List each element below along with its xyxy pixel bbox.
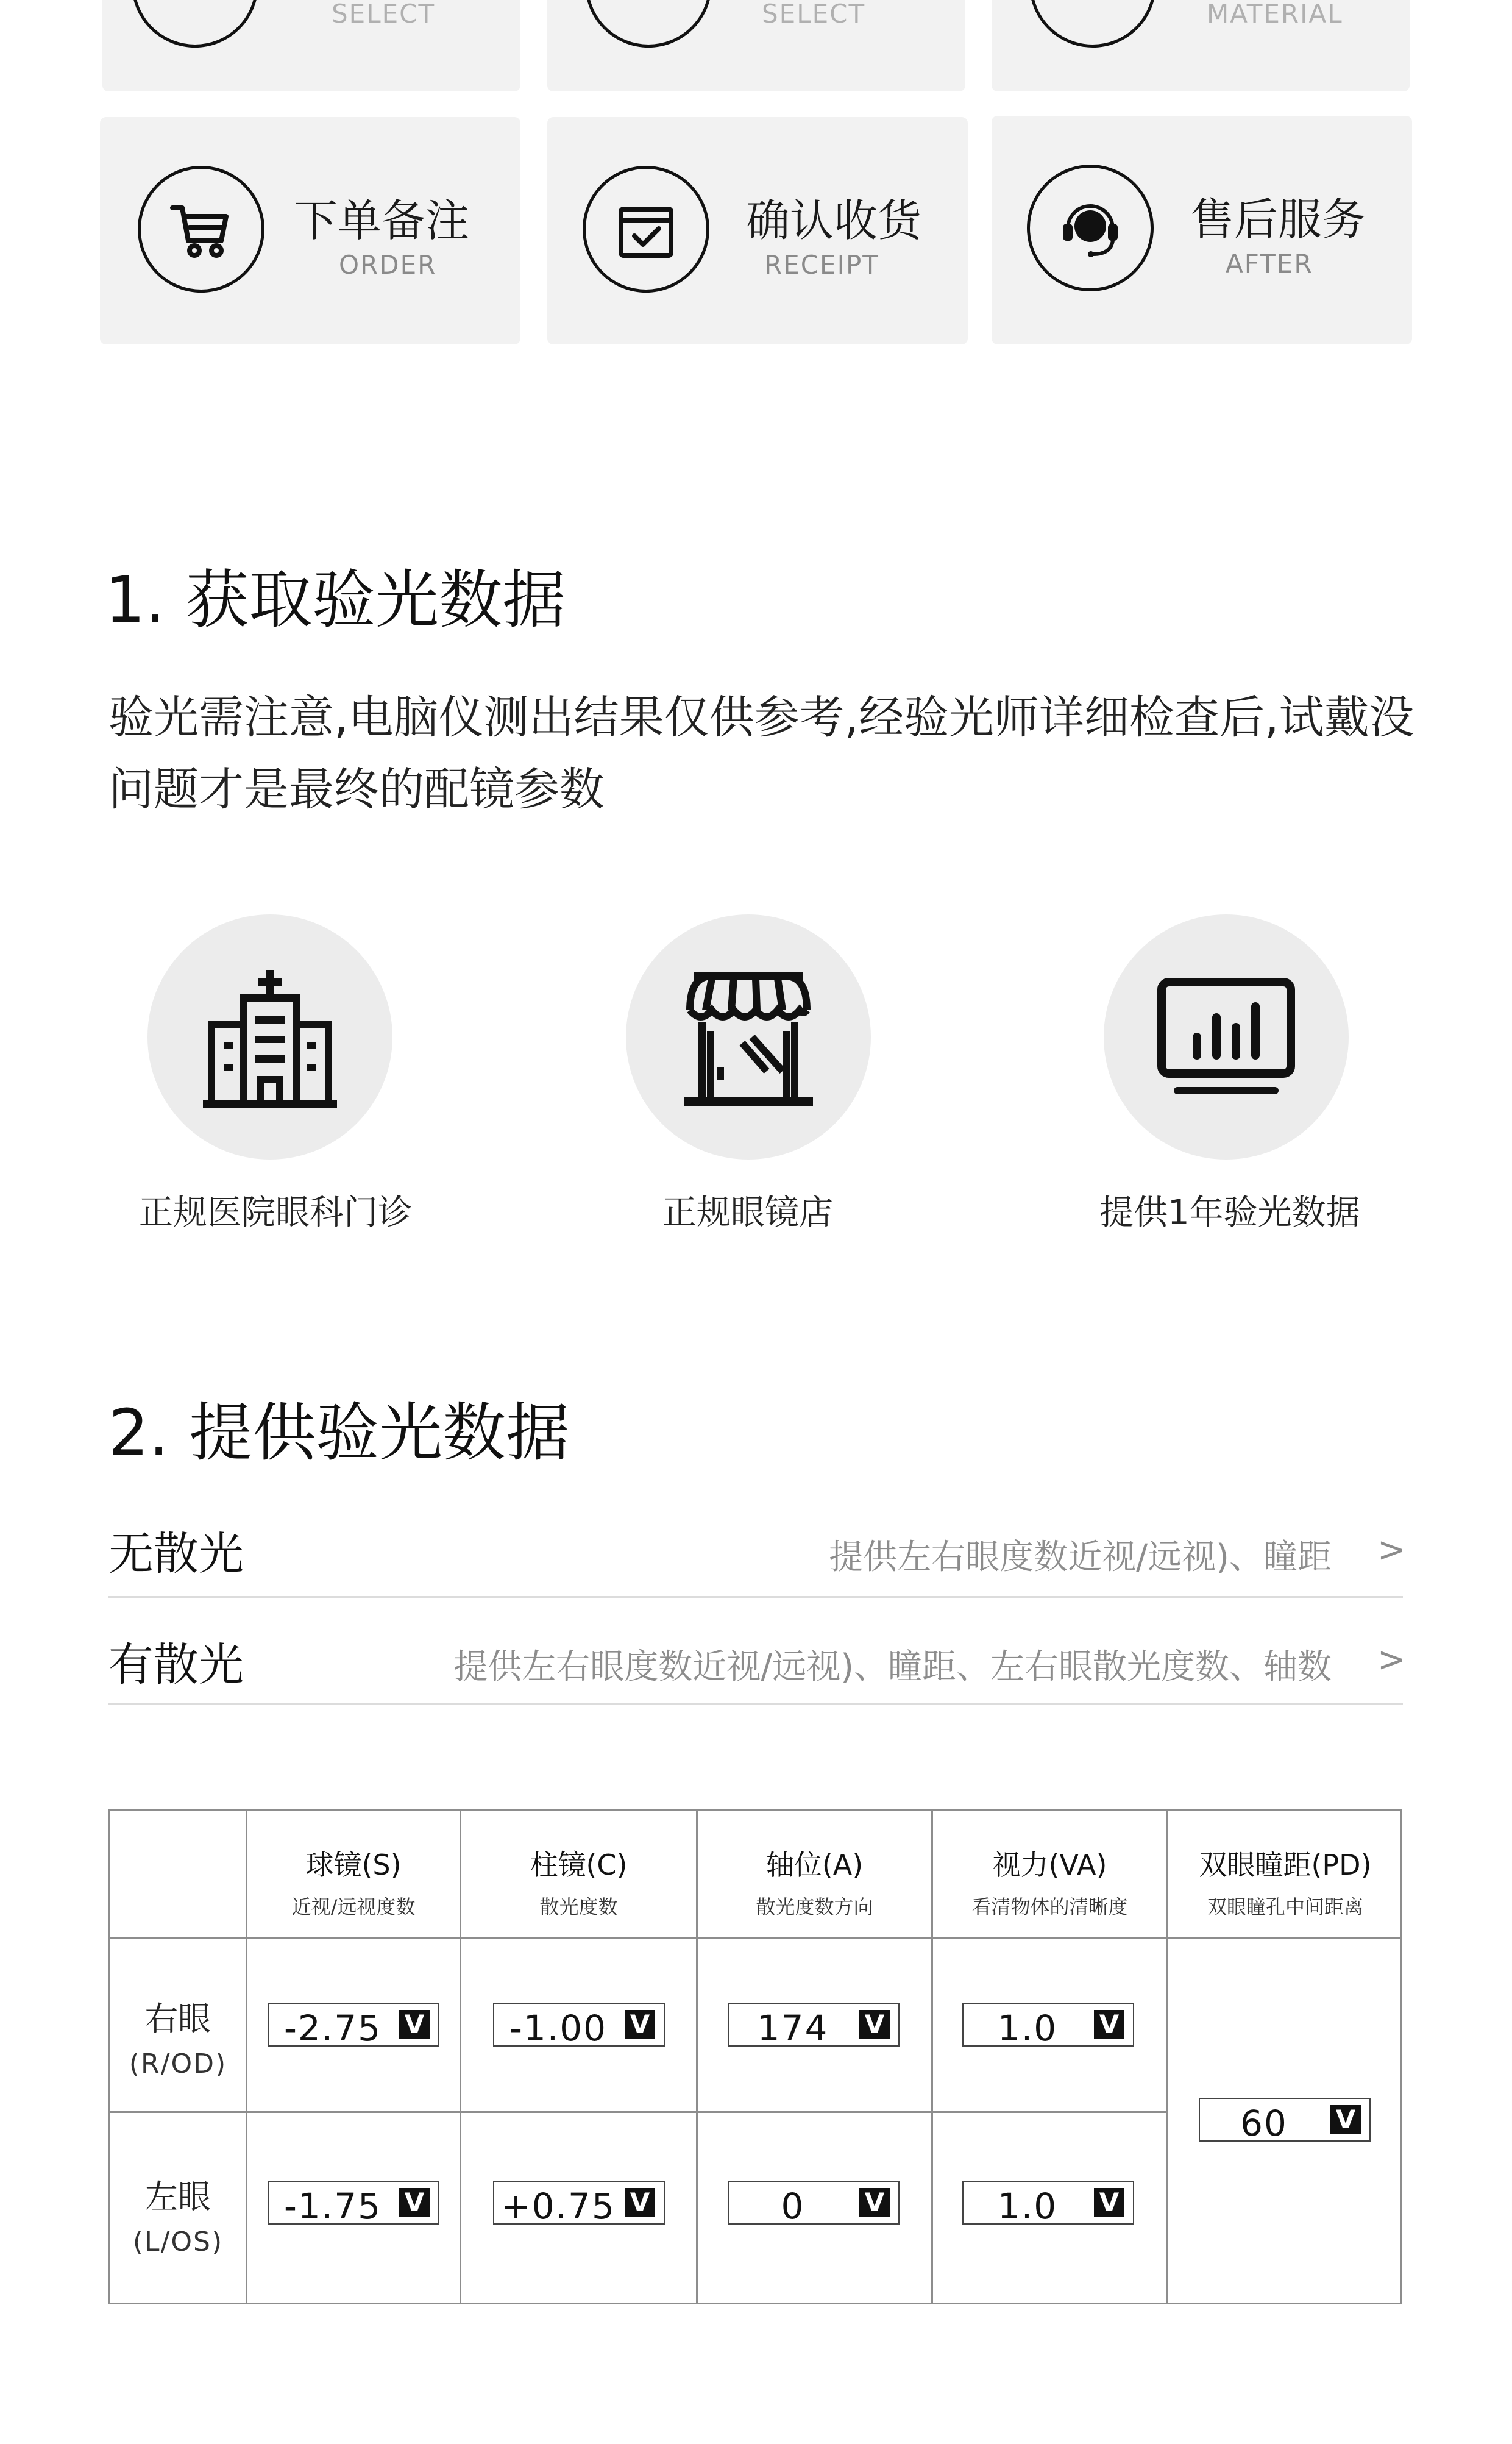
dropdown-icon[interactable]: V bbox=[859, 2188, 890, 2217]
right-axis-select[interactable]: 174 V bbox=[728, 2003, 900, 2047]
card-title: 确认收货 bbox=[746, 195, 922, 246]
left-axis-select[interactable]: 0 V bbox=[728, 2181, 900, 2225]
pupil-distance-select[interactable]: 60 V bbox=[1199, 2098, 1371, 2142]
row-title: 有散光 bbox=[108, 1639, 244, 1691]
table-grid-line bbox=[110, 2111, 1168, 2113]
headset-support-icon bbox=[1027, 165, 1154, 291]
prescription-table bbox=[108, 1809, 1402, 2304]
source-label-hospital: 正规医院眼科门诊 bbox=[139, 1193, 412, 1233]
dropdown-icon[interactable]: V bbox=[1330, 2105, 1361, 2134]
dropdown-icon[interactable]: V bbox=[1094, 2188, 1124, 2217]
header-cylinder: 柱镜(C) 散光度数 bbox=[530, 1848, 628, 1919]
card-en-label: MATERIAL bbox=[1207, 0, 1343, 29]
header-sphere: 球镜(S) 近视/远视度数 bbox=[291, 1848, 416, 1919]
optometry-note: 验光需注意,电脑仪测出结果仅供参考,经验光师详细检查后,试戴没问题才是最终的配镜参数 bbox=[108, 691, 1414, 816]
card-icon-ring bbox=[585, 0, 712, 48]
partial-card-1 bbox=[102, 0, 520, 91]
card-subtitle: RECEIPT bbox=[764, 250, 879, 280]
source-label-store: 正规眼镜店 bbox=[662, 1193, 833, 1233]
hospital-icon bbox=[147, 914, 392, 1160]
right-va-select[interactable]: 1.0 V bbox=[962, 2003, 1134, 2047]
monitor-chart-icon bbox=[1104, 914, 1349, 1160]
card-title: 下单备注 bbox=[294, 195, 470, 246]
dropdown-icon[interactable]: V bbox=[1094, 2010, 1124, 2039]
dropdown-icon[interactable]: V bbox=[859, 2010, 890, 2039]
left-sphere-select[interactable]: -1.75 V bbox=[268, 2181, 439, 2225]
shopping-cart-icon bbox=[138, 166, 264, 293]
row-description: 提供左右眼度数近视/远视)、瞳距、左右眼散光度数、轴数 bbox=[453, 1647, 1332, 1687]
table-grid-line bbox=[110, 1937, 1400, 1939]
card-title: 售后服务 bbox=[1190, 194, 1366, 245]
right-eye-label: 右眼 (R/OD) bbox=[129, 2000, 227, 2079]
partial-card-2 bbox=[547, 0, 965, 91]
chevron-right-icon[interactable]: > bbox=[1377, 1640, 1406, 1680]
dropdown-icon[interactable]: V bbox=[625, 2010, 655, 2039]
card-subtitle: AFTER bbox=[1226, 249, 1313, 279]
service-card-order[interactable] bbox=[100, 117, 520, 344]
card-icon-ring bbox=[1029, 0, 1156, 48]
dropdown-icon[interactable]: V bbox=[625, 2188, 655, 2217]
source-label-data: 提供1年验光数据 bbox=[1099, 1193, 1360, 1233]
row-description: 提供左右眼度数近视/远视)、瞳距 bbox=[829, 1537, 1332, 1577]
store-icon bbox=[626, 914, 871, 1160]
header-axis: 轴位(A) 散光度数方向 bbox=[756, 1848, 873, 1919]
service-card-receipt[interactable] bbox=[547, 117, 968, 344]
section-2-title: 2. 提供验光数据 bbox=[108, 1395, 570, 1470]
divider bbox=[108, 1596, 1403, 1598]
header-pupil-distance: 双眼瞳距(PD) 双眼瞳孔中间距离 bbox=[1199, 1848, 1372, 1919]
chevron-right-icon[interactable]: > bbox=[1377, 1530, 1406, 1570]
section-1-title: 1. 获取验光数据 bbox=[105, 563, 566, 637]
divider bbox=[108, 1703, 1403, 1705]
dropdown-icon[interactable]: V bbox=[399, 2188, 430, 2217]
row-title: 无散光 bbox=[108, 1528, 244, 1580]
card-en-label: SELECT bbox=[332, 0, 436, 29]
partial-card-3 bbox=[992, 0, 1410, 91]
header-visual-acuity: 视力(VA) 看清物体的清晰度 bbox=[971, 1848, 1128, 1919]
card-subtitle: ORDER bbox=[339, 250, 437, 280]
service-card-after-sales[interactable] bbox=[992, 116, 1412, 344]
card-icon-ring bbox=[132, 0, 258, 48]
box-check-icon bbox=[583, 166, 709, 293]
card-en-label: SELECT bbox=[762, 0, 866, 29]
right-sphere-select[interactable]: -2.75 V bbox=[268, 2003, 439, 2047]
left-cylinder-select[interactable]: +0.75 V bbox=[493, 2181, 665, 2225]
left-eye-label: 左眼 (L/OS) bbox=[132, 2178, 224, 2257]
right-cylinder-select[interactable]: -1.00 V bbox=[493, 2003, 665, 2047]
dropdown-icon[interactable]: V bbox=[399, 2010, 430, 2039]
left-va-select[interactable]: 1.0 V bbox=[962, 2181, 1134, 2225]
